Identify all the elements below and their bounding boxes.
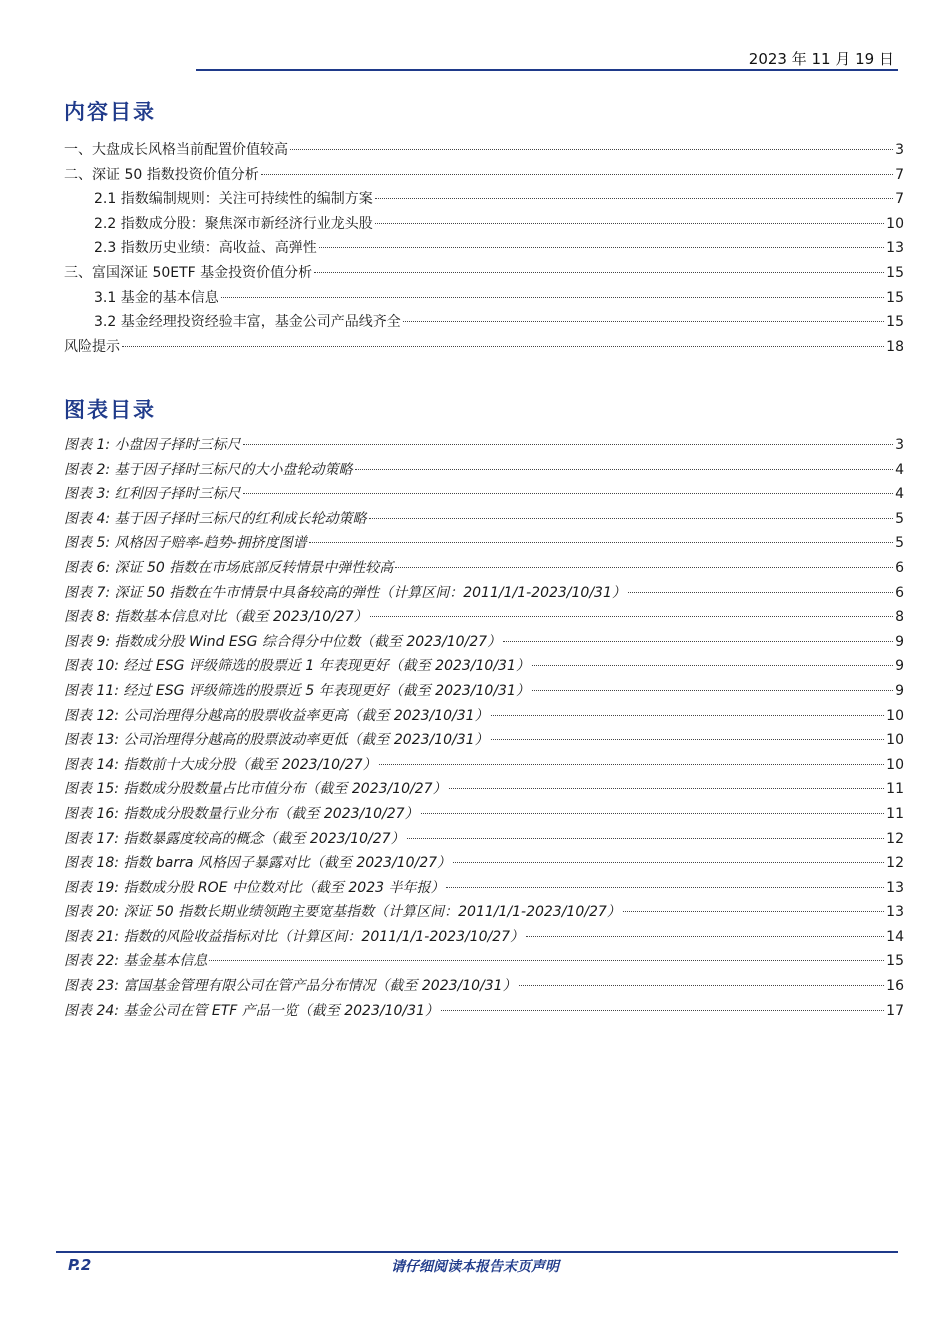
dot-leader xyxy=(491,739,885,740)
figure-entry-page: 11 xyxy=(886,805,904,822)
figure-entry-label: 图表 21: 指数的风险收益指标对比（计算区间：2011/1/1-2023/10/27） xyxy=(64,928,525,945)
figure-entry[interactable] xyxy=(64,704,904,729)
figure-entry[interactable] xyxy=(64,630,904,655)
figure-entry-label: 图表 15: 指数成分股数量占比市值分布（截至 2023/10/27） xyxy=(64,781,447,798)
toc-entry-page: 15 xyxy=(886,289,904,306)
figures-list xyxy=(64,433,904,1023)
toc-list xyxy=(64,138,904,359)
figure-entry[interactable] xyxy=(64,605,904,630)
figure-entry-page: 17 xyxy=(886,1002,904,1019)
dot-leader xyxy=(421,813,885,814)
figure-entry-label: 图表 9: 指数成分股 Wind ESG 综合得分中位数（截至 2023/10/27） xyxy=(64,633,502,650)
figure-entry-page: 6 xyxy=(895,559,904,576)
figure-entry[interactable] xyxy=(64,925,904,950)
figure-entry-label: 图表 18: 指数 barra 风格因子暴露对比（截至 2023/10/27） xyxy=(64,855,452,872)
figure-entry-label: 图表 22: 基金基本信息 xyxy=(64,953,208,970)
figure-entry-page: 13 xyxy=(886,904,904,921)
dot-leader xyxy=(491,715,885,716)
figure-entry-label: 图表 4: 基于因子择时三标尺的红利成长轮动策略 xyxy=(64,510,367,527)
figure-entry-page: 12 xyxy=(886,855,904,872)
dot-leader xyxy=(623,911,884,912)
figure-entry[interactable] xyxy=(64,654,904,679)
figure-entry[interactable] xyxy=(64,433,904,458)
figure-entry-label: 图表 14: 指数前十大成分股（截至 2023/10/27） xyxy=(64,756,377,773)
figure-entry-label: 图表 3: 红利因子择时三标尺 xyxy=(64,486,241,503)
toc-title: 内容目录 xyxy=(64,100,156,124)
toc-entry[interactable] xyxy=(64,212,904,237)
dot-leader xyxy=(449,788,885,789)
header-divider xyxy=(196,69,898,71)
figure-entry-label: 图表 17: 指数暴露度较高的概念（截至 2023/10/27） xyxy=(64,830,405,847)
figure-entry[interactable] xyxy=(64,777,904,802)
toc-entry[interactable] xyxy=(64,138,904,163)
figure-entry-label: 图表 11: 经过 ESG 评级筛选的股票近 5 年表现更好（截至 2023/10/31） xyxy=(64,682,530,699)
dot-leader xyxy=(403,321,884,322)
toc-entry-page: 13 xyxy=(886,240,904,257)
figure-entry[interactable] xyxy=(64,556,904,581)
toc-entry[interactable] xyxy=(64,261,904,286)
figure-entry[interactable] xyxy=(64,802,904,827)
footer-divider xyxy=(56,1251,898,1253)
toc-entry-label: 2.2 指数成分股：聚焦深市新经济行业龙头股 xyxy=(94,215,373,232)
dot-leader xyxy=(355,469,894,470)
dot-leader xyxy=(221,297,884,298)
dot-leader xyxy=(319,247,884,248)
figure-entry-label: 图表 16: 指数成分股数量行业分布（截至 2023/10/27） xyxy=(64,805,419,822)
dot-leader xyxy=(395,567,893,568)
dot-leader xyxy=(375,198,893,199)
toc-entry-page: 10 xyxy=(886,215,904,232)
dot-leader xyxy=(209,960,884,961)
toc-entry-page: 15 xyxy=(886,314,904,331)
figure-entry-label: 图表 19: 指数成分股 ROE 中位数对比（截至 2023 半年报） xyxy=(64,879,445,896)
dot-leader xyxy=(532,665,893,666)
figure-entry[interactable] xyxy=(64,531,904,556)
dot-leader xyxy=(503,641,893,642)
toc-entry-label: 三、富国深证 50ETF 基金投资价值分析 xyxy=(64,264,313,281)
toc-entry-page: 7 xyxy=(895,166,904,183)
toc-entry-label: 3.1 基金的基本信息 xyxy=(94,289,219,306)
figure-entry-page: 10 xyxy=(886,732,904,749)
figure-entry[interactable] xyxy=(64,974,904,999)
figure-entry-page: 13 xyxy=(886,879,904,896)
figure-entry-page: 9 xyxy=(895,682,904,699)
toc-entry[interactable] xyxy=(64,163,904,188)
toc-entry[interactable] xyxy=(64,236,904,261)
toc-entry-page: 7 xyxy=(895,191,904,208)
dot-leader xyxy=(379,764,885,765)
figure-entry-page: 11 xyxy=(886,781,904,798)
toc-entry-label: 2.1 指数编制规则：关注可持续性的编制方案 xyxy=(94,191,373,208)
toc-entry[interactable] xyxy=(64,286,904,311)
toc-entry-page: 18 xyxy=(886,338,904,355)
figure-entry-page: 4 xyxy=(895,461,904,478)
figure-entry[interactable] xyxy=(64,753,904,778)
report-date: 2023 年 11 月 19 日 xyxy=(748,50,894,68)
figure-entry[interactable] xyxy=(64,728,904,753)
dot-leader xyxy=(243,493,894,494)
figure-entry-page: 6 xyxy=(895,584,904,601)
figure-entry[interactable] xyxy=(64,507,904,532)
figure-entry-page: 3 xyxy=(895,437,904,453)
toc-entry-label: 二、深证 50 指数投资价值分析 xyxy=(64,166,259,183)
figure-entry-page: 5 xyxy=(895,535,904,552)
figure-entry-label: 图表 7: 深证 50 指数在牛市情景中具备较高的弹性（计算区间：2011/1/1-2023/10/31） xyxy=(64,584,626,601)
toc-entry-label: 3.2 基金经理投资经验丰富，基金公司产品线齐全 xyxy=(94,314,401,331)
figure-entry-label: 图表 23: 富国基金管理有限公司在管产品分布情况（截至 2023/10/31） xyxy=(64,978,517,995)
figure-entry-label: 图表 24: 基金公司在管 ETF 产品一览（截至 2023/10/31） xyxy=(64,1002,439,1019)
figure-entry-page: 9 xyxy=(895,658,904,675)
figure-entry-label: 图表 1: 小盘因子择时三标尺 xyxy=(64,437,241,453)
dot-leader xyxy=(453,862,884,863)
figure-entry-page: 5 xyxy=(895,510,904,527)
figure-entry[interactable] xyxy=(64,679,904,704)
figure-entry[interactable] xyxy=(64,581,904,606)
dot-leader xyxy=(407,838,885,839)
toc-entry-label: 风险提示 xyxy=(64,338,120,355)
figure-entry-page: 4 xyxy=(895,486,904,503)
figure-entry[interactable] xyxy=(64,900,904,925)
figure-entry[interactable] xyxy=(64,851,904,876)
figure-entry-page: 16 xyxy=(886,978,904,995)
figure-entry-label: 图表 20: 深证 50 指数长期业绩领跑主要宽基指数（计算区间：2011/1/1-2023/10/27） xyxy=(64,904,621,921)
figure-entry-label: 图表 12: 公司治理得分越高的股票收益率更高（截至 2023/10/31） xyxy=(64,707,489,724)
toc-entry-page: 3 xyxy=(895,142,904,158)
dot-leader xyxy=(532,690,893,691)
figure-entry[interactable] xyxy=(64,949,904,974)
figures-title: 图表目录 xyxy=(64,398,156,422)
toc-entry-page: 15 xyxy=(886,264,904,281)
figure-entry-page: 10 xyxy=(886,707,904,724)
dot-leader xyxy=(628,592,893,593)
dot-leader xyxy=(519,985,885,986)
figure-entry-page: 10 xyxy=(886,756,904,773)
footer-disclaimer: 请仔细阅读本报告末页声明 xyxy=(391,1259,559,1275)
dot-leader xyxy=(290,149,893,150)
figure-entry-page: 8 xyxy=(895,609,904,626)
dot-leader xyxy=(309,542,893,543)
toc-entry-label: 一、大盘成长风格当前配置价值较高 xyxy=(64,142,288,158)
toc-entry[interactable] xyxy=(64,187,904,212)
figure-entry-label: 图表 10: 经过 ESG 评级筛选的股票近 1 年表现更好（截至 2023/10/31） xyxy=(64,658,530,675)
toc-entry[interactable] xyxy=(64,335,904,360)
figure-entry[interactable] xyxy=(64,458,904,483)
dot-leader xyxy=(375,223,884,224)
figure-entry-label: 图表 6: 深证 50 指数在市场底部反转情景中弹性较高 xyxy=(64,559,394,576)
figure-entry[interactable] xyxy=(64,827,904,852)
figure-entry-page: 12 xyxy=(886,830,904,847)
dot-leader xyxy=(370,616,893,617)
figure-entry-label: 图表 8: 指数基本信息对比（截至 2023/10/27） xyxy=(64,609,368,626)
figure-entry[interactable] xyxy=(64,482,904,507)
figure-entry-label: 图表 13: 公司治理得分越高的股票波动率更低（截至 2023/10/31） xyxy=(64,732,489,749)
dot-leader xyxy=(122,346,884,347)
dot-leader xyxy=(441,1010,884,1011)
figure-entry[interactable] xyxy=(64,876,904,901)
dot-leader xyxy=(243,444,894,445)
dot-leader xyxy=(446,887,884,888)
toc-entry-label: 2.3 指数历史业绩：高收益、高弹性 xyxy=(94,240,317,257)
figure-entry[interactable] xyxy=(64,999,904,1024)
dot-leader xyxy=(526,936,884,937)
figure-entry-page: 15 xyxy=(886,953,904,970)
figure-entry-page: 9 xyxy=(895,633,904,650)
figure-entry-label: 图表 5: 风格因子赔率-趋势-拥挤度图谱 xyxy=(64,535,307,552)
page-number: P.2 xyxy=(68,1256,92,1274)
dot-leader xyxy=(314,272,884,273)
dot-leader xyxy=(261,174,893,175)
figure-entry-label: 图表 2: 基于因子择时三标尺的大小盘轮动策略 xyxy=(64,461,353,478)
figure-entry-page: 14 xyxy=(886,928,904,945)
toc-entry[interactable] xyxy=(64,310,904,335)
dot-leader xyxy=(369,518,894,519)
